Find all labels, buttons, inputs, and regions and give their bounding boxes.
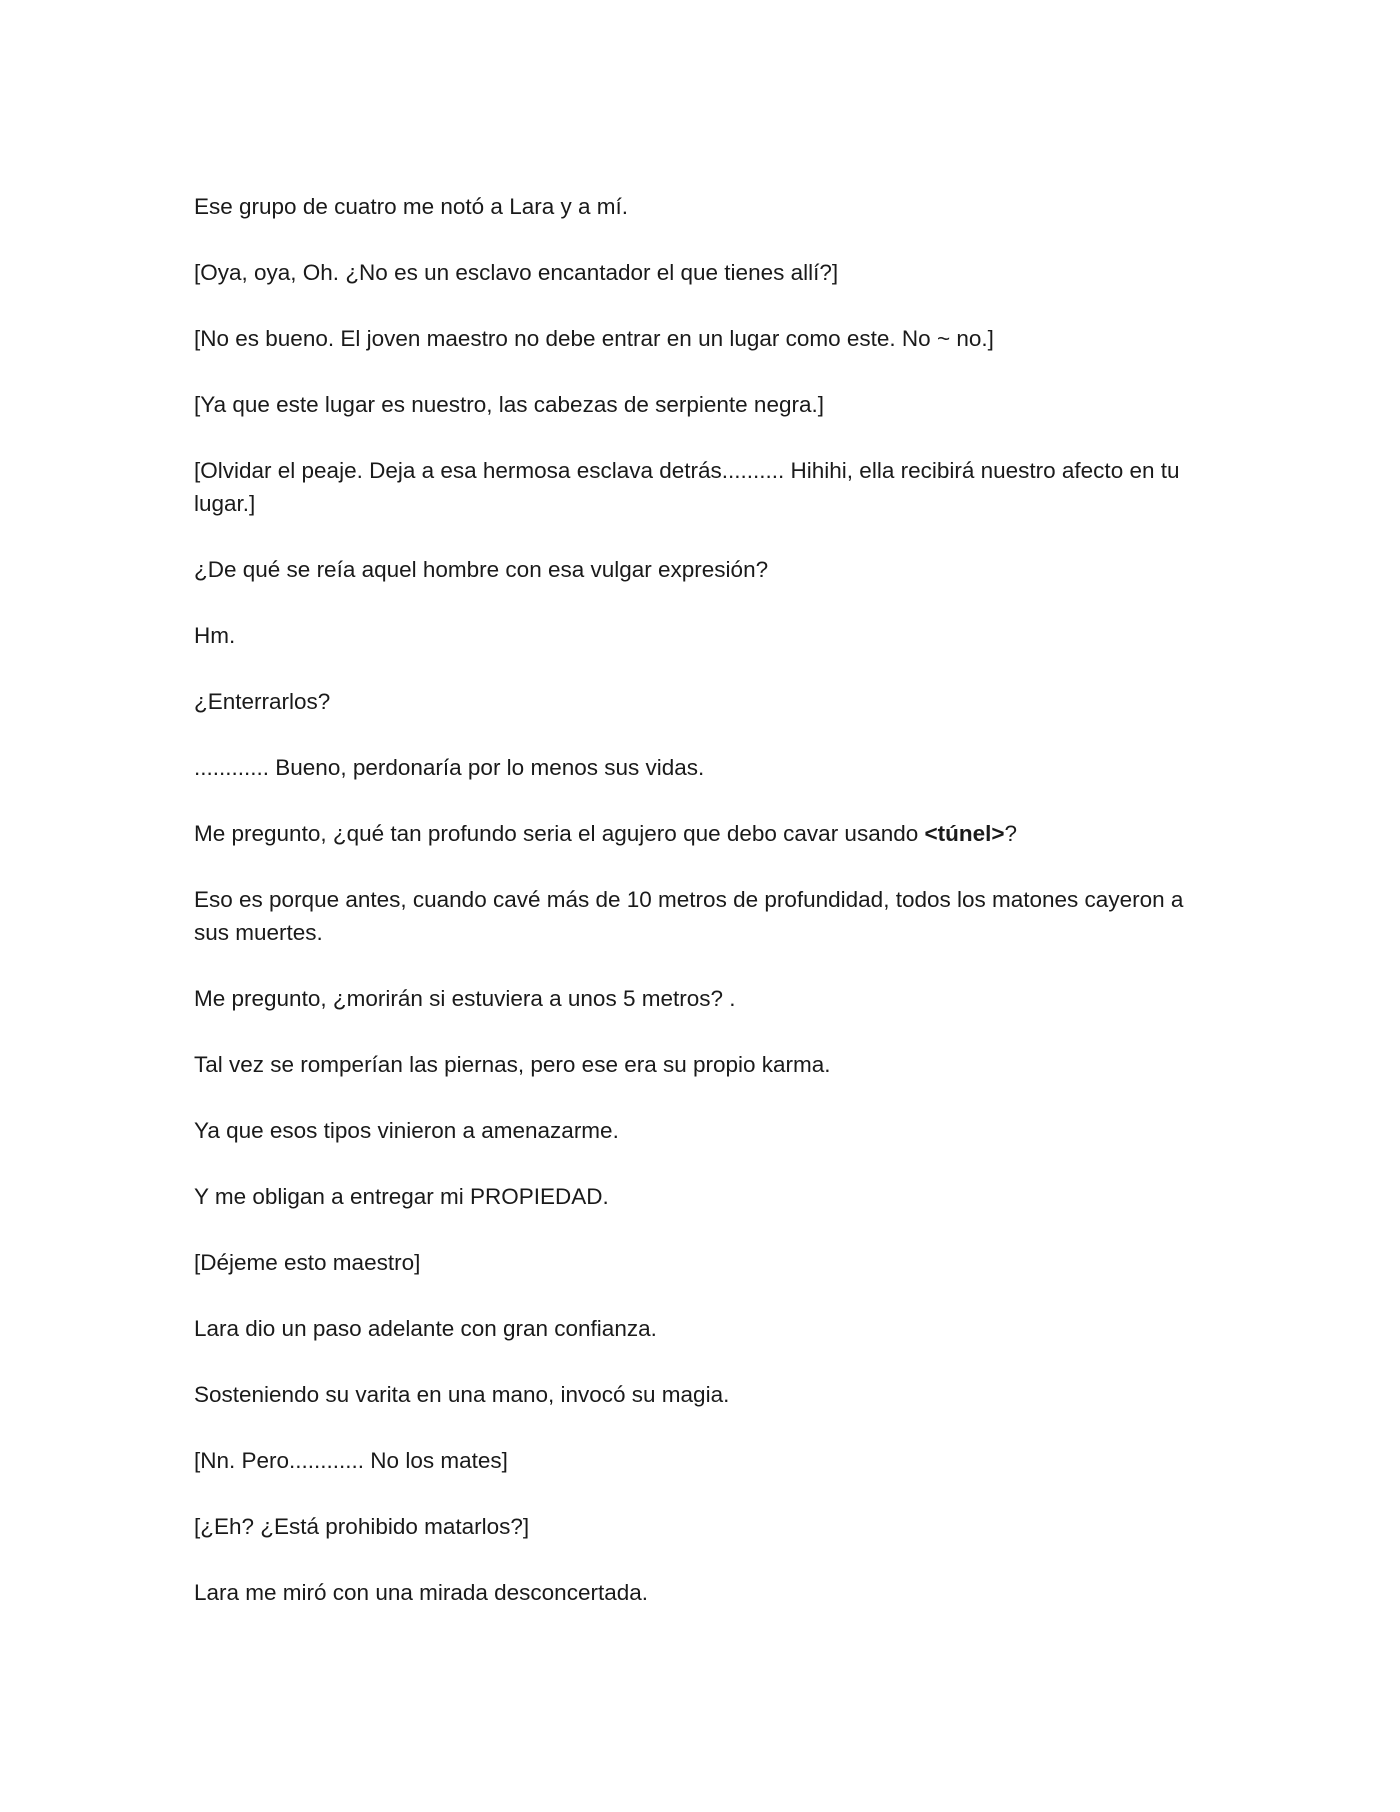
paragraph: Lara dio un paso adelante con gran confianza. — [194, 1316, 657, 1341]
paragraph: [Nn. Pero............ No los mates] — [194, 1448, 508, 1473]
paragraph: [Ya que este lugar es nuestro, las cabezas de serpiente negra.] — [194, 392, 824, 417]
paragraph: ¿De qué se reía aquel hombre con esa vulgar expresión? — [194, 557, 769, 582]
tunnel-keyword: <túnel> — [924, 821, 1005, 846]
paragraph: Me pregunto, ¿morirán si estuviera a unos 5 metros? . — [194, 986, 736, 1011]
paragraph: ¿Enterrarlos? — [194, 689, 331, 714]
tunnel-text-after: ? — [1004, 821, 1018, 846]
paragraph: Hm. — [194, 623, 236, 648]
paragraph: Sosteniendo su varita en una mano, invocó su magia. — [194, 1382, 730, 1407]
paragraph: Lara me miró con una mirada desconcertada. — [194, 1580, 648, 1605]
paragraph-tunnel — [194, 817, 1214, 850]
paragraph: [No es bueno. El joven maestro no debe entrar en un lugar como este. No ~ no.] — [194, 326, 994, 351]
paragraph: Tal vez se romperían las piernas, pero ese era su propio karma. — [194, 1052, 831, 1077]
paragraph: [Olvidar el peaje. Deja a esa hermosa esclava detrás.......... Hihihi, ella recibirá nuestro afecto en tu lugar.] — [194, 458, 1180, 516]
paragraph: Y me obligan a entregar mi PROPIEDAD. — [194, 1184, 609, 1209]
paragraph: [¿Eh? ¿Está prohibido matarlos?] — [194, 1514, 530, 1539]
paragraph: [Oya, oya, Oh. ¿No es un esclavo encantador el que tienes allí?] — [194, 260, 839, 285]
document-body — [194, 190, 1214, 1642]
paragraph: Ese grupo de cuatro me notó a Lara y a mí. — [194, 194, 628, 219]
paragraph: Eso es porque antes, cuando cavé más de 10 metros de profundidad, todos los matones cayeron a sus muertes. — [194, 887, 1184, 945]
paragraph: [Déjeme esto maestro] — [194, 1250, 421, 1275]
paragraph: ............ Bueno, perdonaría por lo menos sus vidas. — [194, 755, 705, 780]
paragraph: Ya que esos tipos vinieron a amenazarme. — [194, 1118, 619, 1143]
tunnel-text-before: Me pregunto, ¿qué tan profundo seria el agujero que debo cavar usando — [194, 821, 925, 846]
